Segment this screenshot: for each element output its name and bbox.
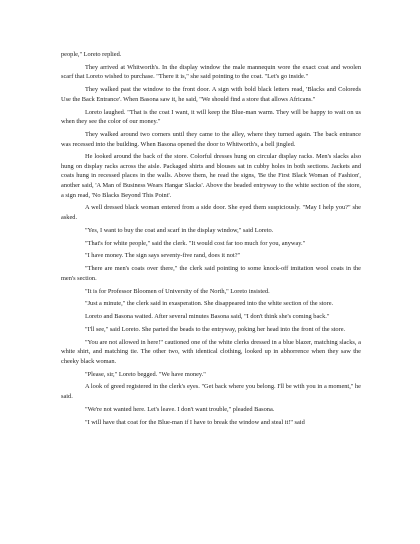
paragraph: "We're not wanted here. Let's leave. I don't want trouble," pleaded Basona. — [85, 405, 275, 413]
paragraph: "Yes, I want to buy the coat and scarf in the display window," said Loreto. — [85, 226, 274, 234]
paragraph: "I will have that coat for the Blue-man if I have to break the window and steal it!" said — [85, 418, 305, 426]
paragraph: Loreto laughed. "That is the coat I want, it will keep the Blue-man warm. They will be happy to wait on us when they see the color of our money." — [61, 108, 361, 126]
paragraph: A look of greed registered in the clerk's eyes. "Get back where you belong. I'll be with you in a moment," he said. — [61, 383, 361, 400]
paragraph: Loreto and Basona waited. After several minutes Basona said, "I don't think she's coming back." — [85, 313, 330, 321]
paragraph: people," Loreto replied. — [61, 51, 122, 58]
paragraph: They walked around two corners until they came to the alley, where they turned again. The back entrance was recessed into the building. When Basona opened the door to Whitworth's, a bell jingled. — [61, 130, 361, 148]
paragraph: "I'll see," said Loreto. She parted the beads to the entryway, poking her head into the front of the store. — [85, 325, 346, 333]
paragraph: They arrived at Whitworth's. In the display window the male mannequin wore the exact coat and woolen scarf that Loreto wished to purchase. "There it is," she said pointing to the coat. "Let's go inside." — [61, 63, 361, 81]
paragraph: He looked around the back of the store. Colorful dresses hung on circular display racks. Men's slacks also hung on display racks across the aisle. Packaged shirts and blouses sat in cubby holes in both sections. Jackets and coats hung in recessed places in the walls. Above them, he read the signs, 'Be the First Black Woman of Fashion', another said, 'A Man of Business Wears Hangar Slacks'. Above the beaded entryway to the white section of the store, a sign read, 'No Blacks Beyond This Point'. — [61, 153, 361, 199]
body-text — [61, 50, 361, 427]
paragraph: "I have money. The sign says seventy-five rand, does it not?" — [85, 252, 241, 260]
paragraph: "That's for white people," said the clerk. "It would cost far too much for you, anyway." — [85, 239, 306, 247]
paragraph: "Please, sir," Loreto begged. "We have money." — [85, 370, 206, 378]
paragraph: "You are not allowed in here!" cautioned one of the white clerks dressed in a blue blazer, matching slacks, a white shirt, and matching tie. The other two, with identical clothing, looked up in abhorrence when they saw the cheeky black woman. — [61, 338, 361, 365]
paragraph: "There are men's coats over there," the clerk said pointing to some knock-off imitation wool coats in the men's section. — [61, 265, 361, 282]
paragraph: A well dressed black woman entered from a side door. She eyed them suspiciously. "May I help you?" she asked. — [61, 204, 361, 222]
paragraph: "It is for Professor Bloomen of University of the North," Loreto insisted. — [85, 287, 270, 295]
paragraph: They walked past the window to the front door. A sign with bold black letters read, 'Blacks and Coloreds Use the Back Entrance'. When Basona saw it, he said, "We should find a store that allows Africans." — [61, 86, 361, 103]
paragraph: "Just a minute," the clerk said in exasperation. She disappeared into the white section of the store. — [85, 300, 334, 308]
